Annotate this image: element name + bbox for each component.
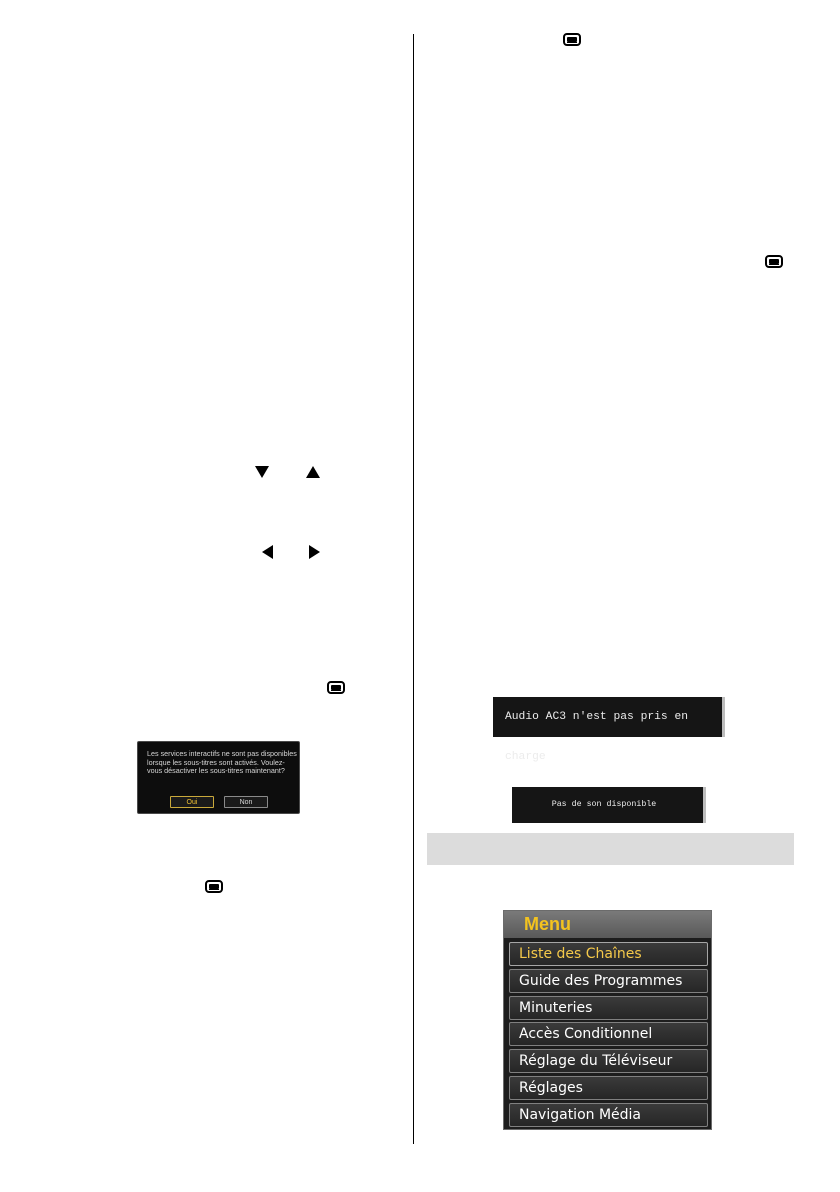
column-divider (413, 34, 414, 1144)
arrow-up-icon (306, 466, 320, 478)
menu-item-channel-list[interactable]: Liste des Chaînes (509, 942, 708, 966)
yes-button[interactable]: Oui (170, 796, 214, 808)
teletext-icon (563, 33, 581, 46)
menu-item-program-guide[interactable]: Guide des Programmes (509, 969, 708, 993)
menu-item-settings[interactable]: Réglages (509, 1076, 708, 1100)
teletext-icon (205, 880, 223, 893)
audio-ac3-message: Audio AC3 n'est pas pris en charge (493, 697, 725, 737)
main-menu (503, 910, 712, 1130)
teletext-icon (765, 255, 783, 268)
no-button[interactable]: Non (224, 796, 268, 808)
menu-items (509, 942, 708, 1130)
menu-item-timers[interactable]: Minuteries (509, 996, 708, 1020)
dialog-message: Les services interactifs ne sont pas disponibles lorsque les sous-titres sont activés. Voulez-vous désactiver les sous-titres maintenant? (147, 749, 297, 775)
arrow-left-icon (262, 545, 273, 559)
teletext-icon (327, 681, 345, 694)
no-sound-message: Pas de son disponible (512, 787, 706, 823)
menu-title: Menu (504, 911, 711, 938)
menu-item-media-browser[interactable]: Navigation Média (509, 1103, 708, 1127)
subtitle-confirm-dialog (137, 741, 300, 814)
arrow-down-icon (255, 466, 269, 478)
arrow-right-icon (309, 545, 320, 559)
section-header-band (427, 833, 794, 865)
menu-item-conditional-access[interactable]: Accès Conditionnel (509, 1022, 708, 1046)
menu-item-tv-setup[interactable]: Réglage du Téléviseur (509, 1049, 708, 1073)
